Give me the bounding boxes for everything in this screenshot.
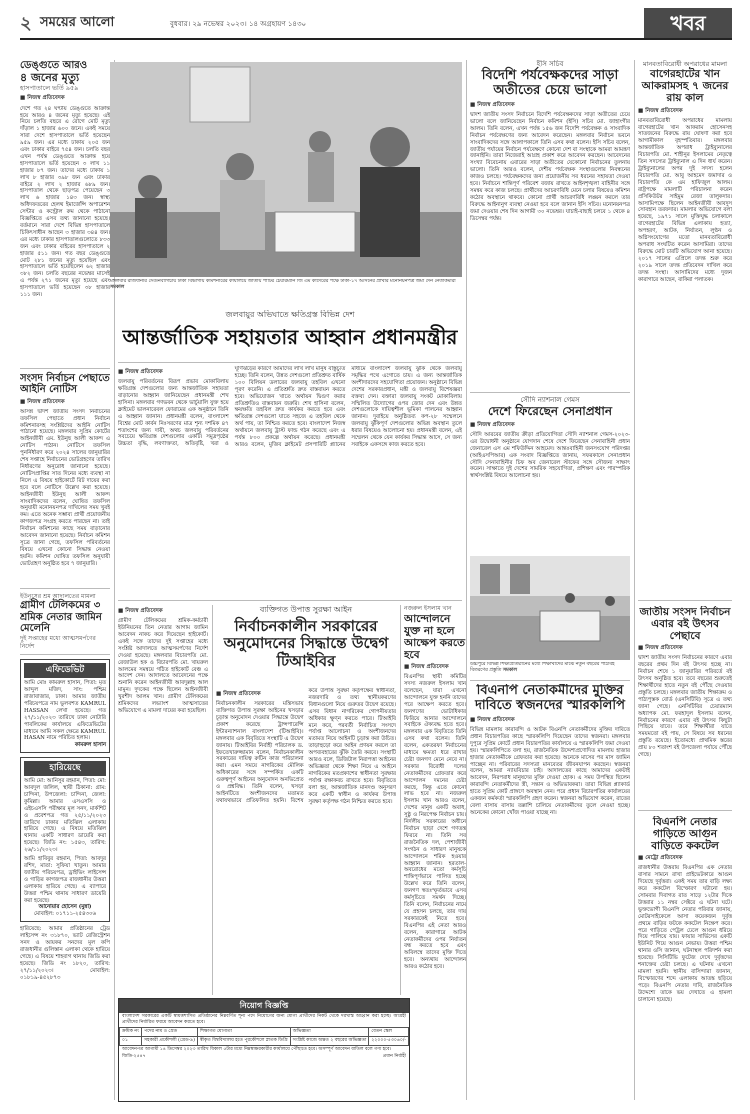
bnp-fire-article xyxy=(638,816,732,1100)
lost-ad-2: হারিয়েছে: আমার প্রতিষ্ঠানের ট্রেড লাইসেন্স নং ৩১৮৭০, ভ্যাট রেজিস্ট্রেশন সনদ ও আয়কর সনদের মূল কপি রাজধানীর গুলিস্তান এলাকা থেকে হারিয়ে গেছে। এ বিষয়ে শাহবাগ থানায় জিডি করা হয়েছে। জিডি নং ১৮২০, তারিখ: ২৭/১১/২০২৩। মোবাইল: ০১৮১৯-৪৫২৮৭৩ xyxy=(20,926,110,981)
climate-kicker: জলবায়ুর অভিঘাতে ক্ষতিগ্রস্ত বিভিন্ন দেশ xyxy=(225,310,355,319)
masthead xyxy=(20,10,732,40)
article-body: গ্রামীণ টেলিকমের শ্রমিক-কর্মচারী ইউনিয়নের তিন নেতার আগাম জামিন আবেদন নাকচ করে দিয়েছেন হাইকোর্ট। একই সঙ্গে তাদের দুই সপ্তাহের মধ্যে সংশ্লিষ্ট আদালতে আত্মসমর্পণের নির্দেশ দেওয়া হয়েছে। মঙ্গলবার বিচারপতি মো. রেজাউল হক ও বিচারপতি মো. খায়রুল আলমের সমন্বয়ে গঠিত হাইকোর্ট বেঞ্চ এ আদেশ দেন। আদালতে আবেদনের পক্ষে শুনানি করেন আইনজীবী আবদুল্লাহ আল মামুন। দুদকের পক্ষে ছিলেন আইনজীবী খুরশীদ আলম খান। গ্রামীণ টেলিকমের শ্রমিকদের লভ্যাংশ আত্মসাতের অভিযোগে এ মামলা দায়ের করা হয়েছিল। xyxy=(118,618,208,714)
nazrul-article xyxy=(404,605,466,995)
lost-body: আমি মো: আনিসুর রহমান, পিতা: মো: আবদুল জলিল, স্থায়ী ঠিকানা: গ্রাম: চান্দিনা, উপজেলা: চান্দিনা, জেলা: কুমিল্লা। আমার এসএসসি ও এইচএসসি পরীক্ষার মূল সনদ, মার্কশিট ও প্রবেশপত্র গত ২৫/১১/২০২৩ তারিখে ঢাকার মতিঝিল এলাকায় হারিয়ে গেছে। এ বিষয়ে মতিঝিল থানায় একটি সাধারণ ডায়েরি করা হয়েছে। জিডি নং: ১৫৪৩, তারিখ: ২৬/১১/২০২৩। xyxy=(24,778,106,854)
lost-body-2: আমি হাবিবুর রহমান, পিতা: আবদুর রশিদ, মাতা: সুফিয়া খাতুন। আমার জাতীয় পরিচয়পত্র, ড্রাইভিং লাইসেন্স ও গাড়ির কাগজপত্র রাজধানীর উত্তরা এলাকায় হারিয়ে গেছে। এ ব্যাপারে উত্তরা পশ্চিম থানায় সাধারণ ডায়েরি করা হয়েছে। xyxy=(24,856,106,904)
article-body: আসন্ন দ্বাদশ জাতীয় সংসদ নির্বাচনের তফসিল পেছাতে প্রধান নির্বাচন কমিশনারসহ সংশ্লিষ্টদের আইনি নোটিস পাঠানো হয়েছে। মঙ্গলবার সুপ্রিম কোর্টের আইনজীবী এম. ইউনুছ আলী আকন্দ এ নোটিস পাঠান। নোটিসে তফসিল পুনর্নির্ধারণ করে ২০২৪ সালের জানুয়ারির শেষ সপ্তাহে নির্বাচনের ভোটগ্রহণের তারিখ নির্ধারণের অনুরোধ জানানো হয়েছে। নোটিসপ্রাপ্তির সাত দিনের মধ্যে ব্যবস্থা না নিলে এ বিষয়ে হাইকোর্টে রিট দায়ের করা হবে বলে নোটিসে উল্লেখ করা হয়েছে। আইনজীবী ইউনুছ আলী আকন্দ সাংবাদিকদের বলেন, ঘোষিত তফসিল অনুযায়ী মনোনয়নপত্র দাখিলের সময় খুবই কম। এতে অনেক সম্ভাব্য প্রার্থী প্রয়োজনীয় কাগজপত্র সংগ্রহ করতে পারছেন না। তাই নির্বাচন কমিশনের কাছে সময় বাড়ানোর আবেদন জানানো হয়েছে। নির্বাচন কমিশন সূত্রে জানা গেছে, তফসিল পরিবর্তনের বিষয়ে এখনো কোনো সিদ্ধান্ত নেওয়া হয়নি। কমিশন ঘোষিত তফসিল অনুযায়ী ভোটগ্রহণ অনুষ্ঠিত হবে ৭ জানুয়ারি। xyxy=(20,408,110,567)
table-cell: ০১ xyxy=(120,1036,142,1045)
dengue-headline: ৪ জনের মৃত্যু xyxy=(20,70,80,84)
byline: ■ নিজস্ব প্রতিবেদক xyxy=(470,421,515,428)
climate-headline-block xyxy=(118,310,462,362)
bagerhat-headline: বাগেরহাটের খান আকরামসহ ৭ জনের রায় কাল xyxy=(641,68,729,105)
article-body: রাজধানীর উত্তরায় বিএনপির এক নেতার বাসার সামনে রাখা প্রাইভেটকারে আগুন দিয়েছে দুর্বৃত্তরা। একই সময় তার বাড়ি লক্ষ্য করে ককটেল বিস্ফোরণ ঘটানো হয়। সোমবার দিবাগত রাত সাড়ে ১২টার দিকে উত্তরার ১১ নম্বর সেক্টরে এ ঘটনা ঘটে। ভুক্তভোগী বিএনপি নেতার পরিবার জানায়, মোটরসাইকেলে আসা কয়েকজন দুর্বৃত্ত প্রথমে বাড়ির ফটকে ককটেল নিক্ষেপ করে। পরে গাড়িতে পেট্রল ঢেলে আগুন ধরিয়ে দিয়ে পালিয়ে যায়। ফায়ার সার্ভিসের একটি ইউনিট গিয়ে আগুন নেভায়। উত্তরা পশ্চিম থানার ওসি জানান, ঘটনাস্থল পরিদর্শন করা হয়েছে। সিসিটিভি ফুটেজ দেখে দুর্বৃত্তদের শনাক্তের চেষ্টা চলছে। এ ঘটনায় এখনো মামলা হয়নি। স্থানীয় বাসিন্দারা জানান, বিস্ফোরণের শব্দে এলাকায় আতঙ্ক ছড়িয়ে পড়ে। বিএনপি নেতার দাবি, রাজনৈতিক উদ্দেশ্যে তাকে ভয় দেখাতে এ হামলা চালানো হয়েছে। xyxy=(638,865,732,1003)
bnp-memo-article xyxy=(470,684,630,1100)
affidavit-ad xyxy=(20,659,110,753)
foreign-obs-headline: বিদেশি পর্যবেক্ষকদের সাড়া অতীতের চেয়ে ভালো xyxy=(481,67,619,98)
photo-caption-text: উচ্চপুরে বিভিন্ন শিক্ষাপ্রতিষ্ঠানের মধ্যে শিক্ষার্থীদের মাঝে নতুন বছরের পাঠ্যবই বিতরণের প্রস্তুতি xyxy=(470,662,615,673)
notice-table xyxy=(119,1027,409,1046)
nazrul-kicker: নজরুল ইসলাম খান xyxy=(404,605,452,612)
table-header-cell: শিক্ষাগত যোগ্যতা xyxy=(197,1027,290,1036)
tib-kicker: ব্যক্তিগত উপাত্ত সুরক্ষা আইন xyxy=(259,605,353,614)
article-body: বিএনপির স্থায়ী কমিটির সদস্য নজরুল ইসলাম খান বলেছেন, যারা এখনো আন্দোলনে যুক্ত হননি তাদের পরে আক্ষেপ করতে হবে। জনগণের ভোটাধিকার ফিরিয়ে আনার আন্দোলনে সবাইকে ঐক্যবদ্ধ হতে হবে। মঙ্গলবার এক বিবৃতিতে তিনি এসব কথা বলেন। তিনি বলেন, একতরফা নির্বাচনের মাধ্যমে ক্ষমতা ধরে রাখার চেষ্টা জনগণ মেনে নেবে না। সরকার বিরোধী দলের নেতাকর্মীদের গ্রেফতার করে আন্দোলন দমনের চেষ্টা করছে, কিন্তু এতে কোনো লাভ হবে না। নজরুল ইসলাম খান আরও বলেন, দেশের মানুষ একটি অবাধ, সুষ্ঠু ও নিরপেক্ষ নির্বাচন চায়। নির্দলীয় সরকারের অধীনে নির্বাচন ছাড়া দেশে গণতন্ত্র ফিরবে না। তিনি সব রাজনৈতিক দল, পেশাজীবী সংগঠন ও সাধারণ মানুষকে আন্দোলনে শরিক হওয়ার আহ্বান জানান। হরতাল-অবরোধের মতো কর্মসূচি শান্তিপূর্ণভাবে পালিত হচ্ছে উল্লেখ করে তিনি বলেন, জনগণ স্বতঃস্ফূর্তভাবে এসব কর্মসূচিতে সমর্থন দিচ্ছে। তিনি বলেন, নির্বাচনের নামে যে প্রহসন চলছে, তার দায় সরকারকেই নিতে হবে। বিএনপির এই নেতা আরও বলেন, কারাগারে আটক নেতাকর্মীদের ওপর নির্যাতন বন্ধ করতে হবে এবং অবিলম্বে তাদের মুক্তি দিতে হবে। অন্যথায় আন্দোলন আরও কঠোর হবে। xyxy=(404,674,466,971)
recruitment-notice xyxy=(118,998,410,1102)
affidavit-header: এফিডেভিট xyxy=(24,663,106,678)
byline: ■ নিজস্ব প্রতিবেদক xyxy=(20,95,65,102)
dengue-article xyxy=(20,60,110,364)
grameen-subhead: দুই সপ্তাহের মধ্যে আত্মসমর্পণের নির্দেশ xyxy=(20,634,96,650)
army-chief-kicker: সৌদি ন্যাশনাল গেমস xyxy=(520,396,580,404)
article-body: নির্বাচনকালীন সরকারের মন্ত্রিসভায় ব্যক্তিগত উপাত্ত সুরক্ষা আইনের খসড়ার চূড়ান্ত অনুমোদন দেওয়ার সিদ্ধান্তে উদ্বেগ প্রকাশ করেছে ট্রান্সপারেন্সি ইন্টারন্যাশনাল বাংলাদেশ (টিআইবি)। মঙ্গলবার এক বিবৃতিতে সংস্থাটি এ উদ্বেগ জানায়। টিআইবির নির্বাহী পরিচালক ড. ইফতেখারুজ্জামান বলেন, নির্বাচনকালীন সরকারের দায়িত্ব রুটিন কাজ পরিচালনা করা। এমন সময়ে নাগরিকের মৌলিক অধিকারের সঙ্গে সম্পর্কিত একটি গুরুত্বপূর্ণ আইনের অনুমোদন অনভিপ্রেত ও প্রশ্নবিদ্ধ। তিনি বলেন, খসড়া আইনটিতে অংশীজনদের মতামত যথাযথভাবে প্রতিফলিত হয়নি। বিশেষ করে উপাত্ত সুরক্ষা কর্তৃপক্ষের স্বাধীনতা, নজরদারি ও তথ্য স্থানীয়করণের বিধানগুলো নিয়ে গুরুতর উদ্বেগ রয়েছে। এসব বিধান নাগরিকের গোপনীয়তার অধিকার ক্ষুণ্ন করতে পারে। টিআইবি মনে করে, পরবর্তী নির্বাচিত সংসদে পর্যাপ্ত আলোচনা ও অংশীজনদের মতামত নিয়ে আইনটি চূড়ান্ত করা উচিত। তাড়াহুড়ো করে আইন প্রণয়ন করলে তা অপব্যবহারের ঝুঁকি তৈরি করবে। সংস্থাটি আরও বলে, ডিজিটাল নিরাপত্তা আইনের অভিজ্ঞতা থেকে শিক্ষা নিয়ে এ আইনে নাগরিকের মতপ্রকাশের স্বাধীনতা সুরক্ষার পর্যাপ্ত রক্ষাকবচ রাখতে হবে। বিবৃতিতে বলা হয়, আন্তর্জাতিক মানদণ্ড অনুসরণ করে একটি স্বাধীন ও কার্যকর উপাত্ত সুরক্ষা কর্তৃপক্ষ গঠন নিশ্চিত করতে হবে। xyxy=(216,688,396,805)
bagerhat-article xyxy=(638,60,732,380)
left-column xyxy=(20,60,110,1100)
lost-ad xyxy=(20,757,110,922)
table-cell: সংশ্লিষ্ট কাজে অন্তত ২ বছরের অভিজ্ঞতা xyxy=(290,1036,369,1045)
byline: ■ নিজস্ব প্রতিবেদক xyxy=(20,398,65,405)
tib-article xyxy=(216,688,396,996)
books-article xyxy=(638,606,732,806)
article-body: জলবায়ু পরিবর্তনের বিরূপ প্রভাব মোকাবিলায় ক্ষতিগ্রস্ত দেশগুলোর জন্য আন্তর্জাতিক সহায়তা বাড়ানোর আহ্বান জানিয়েছেন প্রধানমন্ত্রী শেখ হাসিনা। মঙ্গলবার গণভবন থেকে ভার্চুয়ালি যুক্ত হয়ে ক্লাইমেট ভালনারেবল ফোরামের এক অনুষ্ঠানে তিনি এ আহ্বান জানান। প্রধানমন্ত্রী বলেন, বাংলাদেশ বিশ্বের মোট কার্বন নিঃসরণের মাত্র শূন্য দশমিক ৪৭ শতাংশের জন্য দায়ী, অথচ জলবায়ু পরিবর্তনের সবচেয়ে ক্ষতিগ্রস্ত দেশগুলোর একটি। সমুদ্রপৃষ্ঠের উচ্চতা বৃদ্ধি, লবণাক্ততা, অতিবৃষ্টি, খরা ও ঘূর্ণিঝড়ের কারণে আমাদের লাখ লাখ মানুষ বাস্তুচ্যুত হচ্ছে। তিনি বলেন, উন্নত দেশগুলো প্রতিশ্রুত বার্ষিক ১০০ বিলিয়ন ডলারের জলবায়ু তহবিল এখনো পূরণ করেনি। এ প্রতিশ্রুতি দ্রুত বাস্তবায়ন করতে হবে। অভিযোজন খাতে অর্থায়ন দ্বিগুণ করার প্রতিশ্রুতিও বাস্তবায়ন জরুরি। শেখ হাসিনা বলেন, ক্ষয়ক্ষতি তহবিল দ্রুত কার্যকর করতে হবে এবং ক্ষতিগ্রস্ত দেশগুলো যাতে সহজে এ তহবিল থেকে অর্থ পায়, তা নিশ্চিত করতে হবে। বাংলাদেশ নিজস্ব অর্থায়নে জলবায়ু ট্রাস্ট ফান্ড গঠন করেছে এবং এ পর্যন্ত ৮০০ প্রকল্পে অর্থায়ন করেছে। প্রধানমন্ত্রী আরও বলেন, মুজিব ক্লাইমেট প্রসপারিটি প্ল্যানের মাধ্যমে বাংলাদেশ জলবায়ু ঝুঁকি থেকে জলবায়ু সমৃদ্ধির পথে এগোতে চায়। এ জন্য আন্তর্জাতিক অংশীদারদের সহযোগিতা প্রয়োজন। অনুষ্ঠানে বিভিন্ন দেশের সরকারপ্রধান, মন্ত্রী ও জলবায়ু বিশেষজ্ঞরা বক্তব্য দেন। বক্তারা জলবায়ু সংকট মোকাবিলায় সম্মিলিত উদ্যোগের ওপর জোর দেন এবং উন্নত দেশগুলোকে দায়িত্বশীল ভূমিকা পালনের আহ্বান জানান। দুবাইয়ে অনুষ্ঠিতব্য কপ-২৮ সম্মেলনে জলবায়ু ঝুঁকিপূর্ণ দেশগুলোর অভিন্ন অবস্থান তুলে ধরার বিষয়েও আলোচনা হয়। প্রধানমন্ত্রী বলেন, এই সম্মেলন থেকে যেন কার্যকর সিদ্ধান্ত আসে, সে জন্য সবাইকে একসঙ্গে কাজ করতে হবে। xyxy=(118,366,462,448)
election-notice-article xyxy=(20,373,110,584)
grameen-body-block xyxy=(118,605,208,995)
byline: ■ মেট্রো প্রতিবেদক xyxy=(638,855,683,862)
article-body: দেশে গত ২৪ ঘণ্টায় ডেঙ্গুতে আক্রান্ত হয়ে আরও ৪ জনের মৃত্যু হয়েছে। এই নিয়ে চলতি বছরে এ রোগে মোট মৃত্যু দাঁড়াল ১ হাজার ৬০০ জনে। একই সময়ে সারা দেশে হাসপাতালে ভর্তি হয়েছেন ৯৫৯ জন। এর মধ্যে ঢাকায় ২০৫ জন এবং ঢাকার বাইরে ৭৫৪ জন। চলতি বছর এখন পর্যন্ত ডেঙ্গুতে আক্রান্ত হয়ে হাসপাতালে ভর্তি হয়েছেন ৩ লাখ ১১ হাজার ৮৭ জন। তাদের মধ্যে ঢাকায় ১ লাখ ৮ হাজার ৩৯৮ জন এবং ঢাকার বাইরে ২ লাখ ২ হাজার ৬৮৯ জন। হাসপাতাল থেকে ছাড়পত্র পেয়েছেন ৩ লাখ ৬ হাজার ১৪৩ জন। স্বাস্থ্য অধিদফতরের হেলথ ইমার্জেন্সি অপারেশন সেন্টার ও কন্ট্রোল রুম থেকে পাঠানো বিজ্ঞপ্তিতে এসব তথ্য জানানো হয়েছে। বর্তমানে সারা দেশে বিভিন্ন হাসপাতালে চিকিৎসাধীন আছেন ৩ হাজার ৩৪৪ জন। এর মধ্যে ঢাকার হাসপাতালগুলোতে ৮৩৩ জন এবং ঢাকার বাইরের হাসপাতালে ২ হাজার ৫১১ জন। গত বছর ডেঙ্গুতে মোট ২৮১ জনের মৃত্যু হয়েছিল এবং হাসপাতালে ভর্তি হয়েছিলেন ৬২ হাজার ৩৮২ জন। চলতি বছরের নভেম্বর মাসেই এ পর্যন্ত ২৭১ জনের মৃত্যু হয়েছে এবং হাসপাতালে ভর্তি হয়েছেন ৩৮ হাজার ১১১ জন। xyxy=(20,105,110,299)
notice-footer: আবেদনপত্র আগামী ১৪ ডিসেম্বর ২০২৩ তারিখ বিকাল ৫টার মধ্যে নিম্নস্বাক্ষরকারীর কার্যালয়ে পৌঁছাতে হবে। অসম্পূর্ণ আবেদন বাতিল বলে গণ্য হবে। xyxy=(122,1046,392,1052)
books-headline: জাতীয় সংসদ নির্বাচন এবার বই উৎসব পেছাবে xyxy=(639,606,731,643)
byline: ■ নিজস্ব প্রতিবেদক xyxy=(470,101,515,108)
school-photo xyxy=(470,556,630,660)
section-label: খবর xyxy=(644,8,732,38)
page-number: ২ xyxy=(20,13,32,34)
byline: ■ নিজস্ব প্রতিবেদক xyxy=(216,691,261,697)
table-cell: সহকারী প্রকৌশলী (গ্রেড-৯) xyxy=(142,1036,198,1045)
lost-header: হারিয়েছে xyxy=(24,761,106,776)
byline: ■ নিজস্ব প্রতিবেদক xyxy=(638,107,683,114)
lost-signer: আনোয়ার হোসেন (মুন্না) xyxy=(38,904,92,911)
school-photo-caption xyxy=(470,662,630,678)
tib-headline-block xyxy=(216,605,396,685)
date-line: বুধবার। ২৯ নভেম্বর ২০২৩। ১৪ অগ্রহায়ণ ১৪৩০ xyxy=(170,20,307,28)
army-chief-headline: দেশে ফিরেছেন সেনাপ্রধান xyxy=(487,403,613,418)
notice-ref: জিডি-২৫৪৭ xyxy=(122,1053,146,1059)
byline: ■ নিজস্ব প্রতিবেদক xyxy=(470,716,515,723)
byline: ■ নিজস্ব প্রতিবেদক xyxy=(118,369,163,375)
affidavit-signer: কামরুল হাসান xyxy=(74,742,106,749)
grameen-kicker: ইউনূসের শ্রম আদালতের মামলা xyxy=(20,592,96,600)
article-body: বিভিন্ন মামলায় কারাবন্দি ও আটক বিএনপি নেতাকর্মীদের মুক্তির দাবিতে প্রধান বিচারপতির কাছে স্মারকলিপি দিয়েছেন তাদের স্বজনরা। মঙ্গলবার দুপুরে সুপ্রিম কোর্টে প্রধান বিচারপতির কার্যালয়ে এ স্মারকলিপি জমা দেওয়া হয়। স্মারকলিপিতে বলা হয়, রাজনৈতিক উদ্দেশ্যপ্রণোদিত মামলায় হাজার হাজার নেতাকর্মীকে গ্রেফতার করা হয়েছে। অনেকে মাসের পর মাস জামিন পাচ্ছেন না। পরিবারের সদস্যরা মানবেতর জীবনযাপন করছেন। স্বজনরা বলেন, আমরা ন্যায়বিচার চাই। আদালতের কাছে আমাদের একটাই আবেদন, নিরপরাধ মানুষদের মুক্তি দেওয়া হোক। এ সময় উপস্থিত ছিলেন কারাবন্দি নেতাকর্মীদের স্ত্রী, সন্তান ও অভিভাবকরা। তারা বিভিন্ন প্ল্যাকার্ড হাতে সুপ্রিম কোর্ট প্রাঙ্গণে অবস্থান নেন। পরে প্রধান বিচারপতির কার্যালয়ের একজন কর্মকর্তা স্মারকলিপি গ্রহণ করেন। স্বজনরা অভিযোগ করেন, রাতের বেলা বাসায় বাসায় তল্লাশি চালিয়ে নেতাকর্মীদের তুলে নেওয়া হচ্ছে। অনেকের কোনো খোঁজ পাওয়া যাচ্ছে না। xyxy=(470,727,630,816)
bnp-memo-headline: বিএনপি নেতাকর্মীদের মুক্তির দাবিতে স্বজনদের স্মারকলিপি xyxy=(475,684,625,713)
dengue-subhead: হাসপাতালে ভর্তি ৯৫৯ xyxy=(20,84,79,93)
grameen-article xyxy=(20,593,110,651)
photo-credit: সমকাল xyxy=(502,667,517,673)
paper-name: সময়ের আলো xyxy=(40,15,115,30)
bagerhat-kicker: মানবতাবিরোধী অপরাধের মামলা xyxy=(642,60,728,68)
table-cell: ২২০০০-৫৩০৬০/- xyxy=(369,1036,409,1045)
bnp-fire-headline: বিএনপি নেতার গাড়িতে আগুন বাড়িতে ককটেল xyxy=(651,816,719,853)
foreign-obs-kicker: ইসি সচিব xyxy=(536,60,564,68)
school-photo-image xyxy=(470,556,630,660)
army-chief-article xyxy=(470,396,630,546)
table-header-cell: বেতন স্কেল xyxy=(369,1027,409,1036)
election-notice-headline: সংসদ নির্বাচন পেছাতে আইনি নোটিস xyxy=(20,372,110,396)
climate-article xyxy=(118,366,462,598)
dengue-kicker: ডেঙ্গুতে আরও xyxy=(20,60,88,71)
notice-header: নিয়োগ বিজ্ঞপ্তি xyxy=(119,999,409,1013)
table-cell: স্বীকৃত বিশ্ববিদ্যালয় হতে পুরকৌশলে স্নাতক ডিগ্রি xyxy=(197,1036,290,1045)
table-header-cell: অভিজ্ঞতা xyxy=(290,1027,369,1036)
article-body: দ্বাদশ জাতীয় সংসদ নির্বাচনের কারণে এবার বছরের প্রথম দিন বই উৎসব হচ্ছে না। নির্বাচন শেষে ১ জানুয়ারির পরিবর্তে বই উৎসব অনুষ্ঠিত হবে। তবে বছরের শুরুতেই শিক্ষার্থীদের হাতে নতুন বই পৌঁছে দেওয়ার প্রস্তুতি চলছে। মঙ্গলবার জাতীয় শিক্ষাক্রম ও পাঠ্যপুস্তক বোর্ড (এনসিটিবি) সূত্রে এ তথ্য জানা গেছে। এনসিটিবির চেয়ারম্যান অধ্যাপক মো. ফরহাদুল ইসলাম বলেন, নির্বাচনের কারণে এবার বই উৎসব কিছুটা পিছিয়ে যাবে। তবে শিক্ষার্থীরা যাতে সময়মতো বই পায়, সে বিষয়ে সব ধরনের প্রস্তুতি রয়েছে। ইতোমধ্যে প্রাথমিক স্তরের প্রায় ৮০ শতাংশ বই উপজেলা পর্যায়ে পৌঁছে গেছে। xyxy=(638,655,732,759)
byline: ■ নিজস্ব প্রতিবেদক xyxy=(638,645,683,652)
article-body: দ্বাদশ জাতীয় সংসদ নির্বাচনে বিদেশি পর্যবেক্ষকদের সাড়া অতীতের চেয়ে ভালো বলে জানিয়েছেন নির্বাচন কমিশন (ইসি) সচিব মো. জাহাংগীর আলম। তিনি বলেন, এখন পর্যন্ত ১৫৬ জন বিদেশি পর্যবেক্ষক ও সাংবাদিক নির্বাচন পর্যবেক্ষণের জন্য আবেদন করেছেন। মঙ্গলবার নির্বাচন ভবনে সাংবাদিকদের সঙ্গে আলাপকালে তিনি এসব কথা বলেন। ইসি সচিব বলেন, জাতীয় পর্যায়ের নির্বাচন পর্যবেক্ষণে কোনো দেশ বা সংস্থাকে আমরা আমন্ত্রণ জানাইনি। তারা নিজেরাই আগ্রহ প্রকাশ করে আবেদন করছেন। আবেদনের সংখ্যা বিবেচনায় এবারের সাড়া অতীতের যেকোনো নির্বাচনের তুলনায় ভালো। তিনি আরও বলেন, দেশীয় পর্যবেক্ষক সংস্থাগুলোর নিবন্ধনের কাজও চলছে। পর্যবেক্ষকদের জন্য প্রয়োজনীয় সব ধরনের সহায়তা দেওয়া হবে। নির্বাচনে শান্তিপূর্ণ পরিবেশ বজায় রাখতে আইনশৃঙ্খলা বাহিনীর সঙ্গে সমন্বয় করে কাজ চলছে। প্রার্থীদের আচরণবিধি মেনে চলার বিষয়েও কমিশন কঠোর অবস্থানে থাকবে। কোনো প্রার্থী আচরণবিধি লঙ্ঘন করলে তার বিরুদ্ধে আইনানুগ ব্যবস্থা নেওয়া হবে বলে জানান ইসি সচিব। মনোনয়নপত্র জমা দেওয়ার শেষ দিন আগামী ৩০ নভেম্বর। যাচাই-বাছাই চলবে ১ থেকে ৪ ডিসেম্বর পর্যন্ত। xyxy=(470,111,630,222)
table-header-row xyxy=(120,1027,409,1036)
climate-headline: আন্তর্জাতিক সহায়তার আহ্বান প্রধানমন্ত্রীর xyxy=(122,325,458,350)
photo-credit: সমকাল xyxy=(110,284,125,290)
photo-caption-text: মঙ্গলবার রাজধানীর সেগুনবাগিচায় ঢাকা বিভাগীয় কমিশনারের কার্যালয়ে জাতীয় পার্টির চেয়ারম্যান জি এম কাদেরের পক্ষে ঢাকা-১৭ আসনের প্রার্থীর মনোনয়নপত্র জমা দেন নেতাকর্মীরা xyxy=(110,279,456,284)
byline: ■ নিজস্ব প্রতিবেদক xyxy=(404,663,449,670)
table-header-cell: পদের নাম ও গ্রেড xyxy=(142,1027,198,1036)
notice-intro: বাংলাদেশ সরকারের একটি স্বায়ত্তশাসিত প্রতিষ্ঠানের নিম্নবর্ণিত শূন্য পদে নিয়োগের জন্য যোগ্য প্রার্থীদের নিকট থেকে দরখাস্ত আহ্বান করা হচ্ছে। আগ্রহী প্রার্থীদের নির্ধারিত ফরমে আবেদন করতে হবে। xyxy=(122,1014,406,1026)
affidavit-body: আমি মোঃ কামরুল হাসান, পিতা: মৃত আব্দুল মজিদ, সাং: পশ্চিম রাজাবাজার, ঢাকা। আমার জাতীয় পরিচয়পত্রে নাম ভুলবশত KAMRUL HASSAN লেখা হয়েছে। গত ২৭/১১/২০২৩ তারিখে ঢাকা নোটারি পাবলিকের কার্যালয়ে এফিডেভিটের মাধ্যমে আমি সকল ক্ষেত্রে KAMRUL HASAN নামে পরিচিত হলাম। xyxy=(24,680,106,742)
grameen-headline: গ্রামীণ টেলিকমের ৩ শ্রমিক নেতার জামিন মেলেনি xyxy=(20,600,102,635)
table-row xyxy=(120,1036,409,1045)
main-photo-caption xyxy=(110,279,462,299)
main-photo-image xyxy=(110,62,462,277)
table-header-cell: ক্রমিক নং xyxy=(120,1027,142,1036)
byline: ■ নিজস্ব প্রতিবেদক xyxy=(118,608,163,614)
foreign-observers-article xyxy=(470,60,630,390)
tib-headline: নির্বাচনকালীন সরকারের অনুমোদনের সিদ্ধান্তে উদ্বেগ টিআইবির xyxy=(223,617,389,670)
notice-signer: প্রধান নির্বাহী xyxy=(382,1053,406,1059)
article-body: সৌদি আরবের জাতীয় ক্রীড়া প্রতিযোগিতা সৌদি ন্যাশনাল গেমস-২০২৩-এর উদ্বোধনী অনুষ্ঠানে যোগদান শেষে দেশে ফিরেছেন সেনাবাহিনী প্রধান জেনারেল এস এম শফিউদ্দিন আহমেদ। আন্তঃবাহিনী জনসংযোগ পরিদপ্তর (আইএসপিআর) এক সংবাদ বিজ্ঞপ্তিতে জানায়, সফরকালে সেনাপ্রধান সৌদি সেনাবাহিনীর চিফ অব জেনারেল স্টাফের সঙ্গে সৌজন্য সাক্ষাৎ করেন। সাক্ষাতে দুই দেশের সামরিক সহযোগিতা, প্রশিক্ষণ এবং পারস্পরিক স্বার্থসংশ্লিষ্ট বিষয়ে আলোচনা হয়। xyxy=(470,431,630,480)
lost-phone: মোবাইল: ০১৭১১-২৫৪৩০৬ xyxy=(34,911,96,918)
nazrul-headline: আন্দোলনে যুক্ত না হলে আক্ষেপ করতে হবে xyxy=(404,612,465,661)
article-body: মানবতাবিরোধী অপরাধের মামলায় বাগেরহাটের খান আকরাম হোসেনসহ সাতজনের বিরুদ্ধে রায় ঘোষণা করা হবে আগামীকাল বৃহস্পতিবার। মঙ্গলবার আন্তর্জাতিক অপরাধ ট্রাইব্যুনালের বিচারপতি মো. শাহীনুর ইসলামের নেতৃত্বে তিন সদস্যের ট্রাইব্যুনাল এ দিন ধার্য করেন। ট্রাইব্যুনালের অপর দুই সদস্য হলেন বিচারপতি মো. আবু আহমেদ জমাদার ও বিচারপতি কে এম হাফিজুল আলম। রাষ্ট্রপক্ষে মামলাটি পরিচালনা করেন প্রসিকিউটর সাইমুম রেজা তালুকদার। আসামিপক্ষে ছিলেন আইনজীবী আবদুস সোবহান তরফদার। মামলার অভিযোগে বলা হয়েছে, ১৯৭১ সালে মুক্তিযুদ্ধ চলাকালে বাগেরহাটের বিভিন্ন এলাকায় হত্যা, অপহরণ, আটক, নির্যাতন, লুণ্ঠন ও অগ্নিসংযোগের মতো মানবতাবিরোধী অপরাধ সংঘটিত করেন আসামিরা। তাদের বিরুদ্ধে মোট চারটি অভিযোগ আনা হয়েছে। ২০১৭ সালের এপ্রিলে তদন্ত শুরু করে ২০১৯ সালে তদন্ত প্রতিবেদন দাখিল করে তদন্ত সংস্থা। আসামিদের মধ্যে দুজন কারাগারে আছেন, বাকিরা পলাতক। xyxy=(638,117,732,283)
main-photo xyxy=(110,62,462,277)
